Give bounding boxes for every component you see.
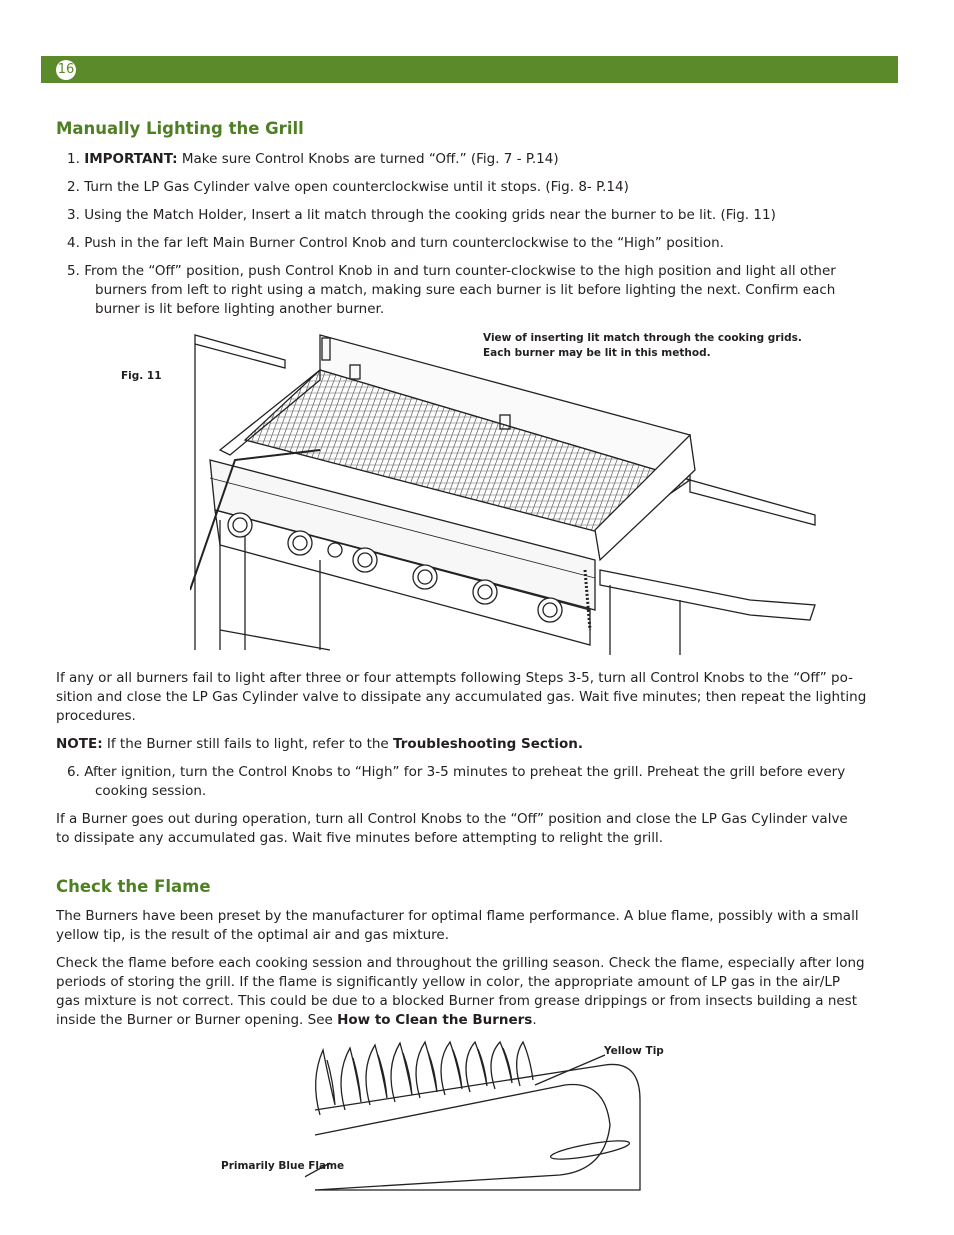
step-4: 4. Push in the far left Main Burner Control Knob and turn counterclockwise to the “High” position. [67,235,724,251]
clean-burners-reference: How to Clean the Burners [337,1012,533,1028]
paragraph-flame-preset: The Burners have been preset by the manufacturer for optimal flame performance. A blue flame, possibly with a small yellow tip, is the result of the optimal air and gas mixture. [56,908,859,943]
troubleshooting-reference: Troubleshooting Section. [393,736,583,752]
step-6: 6. After ignition, turn the Control Knobs to “High” for 3-5 minutes to preheat the grill. Preheat the grill before every cooking session. [67,764,846,799]
step-3: 3. Using the Match Holder, Insert a lit match through the cooking grids near the burner to be lit. (Fig. 11) [67,207,776,223]
label-primarily-blue-flame: Primarily Blue Flame [221,1160,345,1172]
figure-label: Fig. 11 [121,370,162,382]
step-1: 1. IMPORTANT: Make sure Control Knobs are turned “Off.” (Fig. 7 - P.14) [67,151,559,167]
burner-flame-illustration [305,1040,645,1195]
figure-caption-line2: Each burner may be lit in this method. [483,347,711,359]
label-yellow-tip: Yellow Tip [604,1045,664,1057]
section-title-flame: Check the Flame [56,877,211,896]
grill-illustration [190,330,820,660]
paragraph-fail-to-light: If any or all burners fail to light after three or four attempts following Steps 3-5, turn all Control Knobs to the “Off” po- sition and close the LP Gas Cylinder valve to dissipate any accumulated gas. Wait five minutes; then repeat the lighting procedures. [56,670,867,724]
paragraph-check-flame: Check the flame before each cooking session and throughout the grilling season. Check the flame, especially after long periods of storing the grill. If the flame is significantly yellow in color, the appropriate amount of LP gas in the air/LP gas mixture is not correct. This could be due to a blocked Burner from grease drippings or from insects building a nest inside the Burner or Burner opening. See How to Clean the Burners. [56,955,865,1028]
figure-caption-line1: View of inserting lit match through the cooking grids. [483,332,802,344]
paragraph-burner-goes-out: If a Burner goes out during operation, turn all Control Knobs to the “Off” position and close the LP Gas Cylinder valve to dissipate any accumulated gas. Wait five minutes before attempting to relight the grill. [56,811,848,846]
page-header-bar [41,56,898,83]
step-5: 5. From the “Off” position, push Control Knob in and turn counter-clockwise to the high position and light all other burners from left to right using a match, making sure each burner is lit before lighting the next. Confirm each burner is lit before lighting another burner. [67,263,836,317]
page-number-badge: 16 [56,60,76,80]
step-2: 2. Turn the LP Gas Cylinder valve open counterclockwise until it stops. (Fig. 8- P.14) [67,179,629,195]
note-paragraph: NOTE: If the Burner still fails to light, refer to the Troubleshooting Section. [56,736,583,752]
section-title-lighting: Manually Lighting the Grill [56,119,304,138]
